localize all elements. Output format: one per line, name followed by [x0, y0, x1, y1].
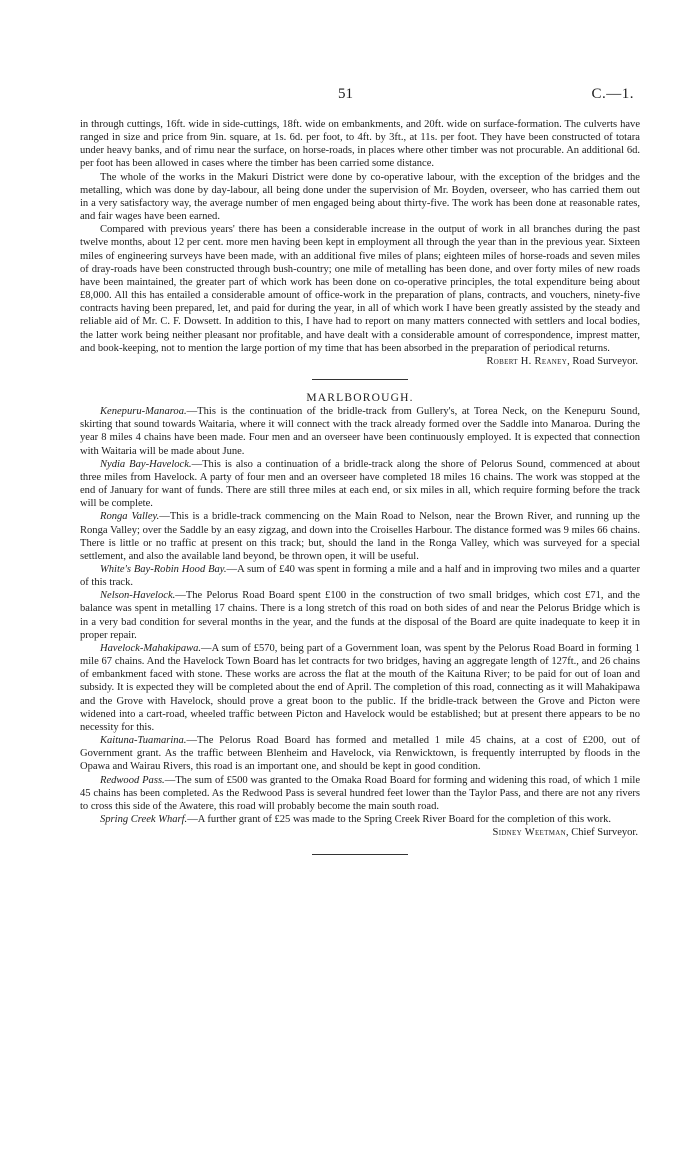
entry-spring-creek-wharf — [80, 813, 640, 826]
entry-nydia-bay-havelock — [80, 458, 640, 511]
entry-whites-bay-robin-hood-bay — [80, 563, 640, 589]
entry-heading: Redwood Pass. — [100, 774, 165, 786]
entry-text: —A sum of £570, being part of a Government loan, was spent by the Pelorus Road Board in forming 1 mile 67 chains. And the Havelock Town Board has let contracts for two bridges, having an aggregate length of 127ft., and 26 chains of embankment faced with stone. These works are across the flat at the mouth of the Kaituna River; to be paid for out of loan and subsidy. It is expected they will be completed about the end of April. The completion of this road, connecting as it will Mahakipawa and the Grove with Havelock, should prove a great boon to the public. If the bridle-track between the Grove and Picton were widened into a cart-road, wheeled traffic between Picton and Havelock would be established; but at present there appears to be no necessity for this. — [80, 642, 640, 733]
entry-heading: White's Bay-Robin Hood Bay. — [100, 564, 227, 575]
page-body — [80, 118, 640, 855]
document-code: C.—1. — [591, 86, 634, 102]
entry-text: —This is also a continuation of a bridle-track along the shore of Pelorus Sound, commenced at about three miles from Havelock. A party of four men and an overseer have completed 18 miles 16 chains. The work was stopped at the end of January for want of funds. There are still three miles at each end, or six miles in all, which require forming before the track will be complete. — [80, 458, 640, 510]
paragraph-continuation: in through cuttings, 16ft. wide in side-cuttings, 18ft. wide on embankments, and 20ft. wide on surface-formation. The culverts have ranged in size and price from 9in. square, at 1s. 6d. per foot, to 4ft. by 3ft., at 11s. per foot. They have been constructed of totara under heavy banks, and of rimu near the surface, on horse-roads, in places where other timber was not procurable. An additional 6d. per foot has been allowed in cases where the timber has been carried some distance. — [80, 119, 640, 170]
signatory-name: Robert H. Reaney — [486, 355, 568, 367]
entry-heading: Nelson-Havelock. — [100, 590, 176, 602]
entry-heading: Havelock-Mahakipawa. — [100, 642, 202, 654]
entry-heading: Nydia Bay-Havelock. — [100, 458, 192, 470]
entry-heading: Spring Creek Wharf. — [100, 813, 188, 825]
entry-heading: Kaituna-Tuamarina. — [100, 735, 187, 747]
entry-text: —This is the continuation of the bridle-track from Gullery's, at Torea Neck, on the Kenepuru Sound, skirting that sound towards Waitaria, where it will connect with the track already formed over the Saddle into Manaroa. During the year 8 miles 4 chains have been made. Four men and an overseer have been continuously employed. It is expected that connection with Waitaria will be made about June. — [80, 406, 640, 457]
page-number: 51 — [338, 86, 353, 102]
entry-text: —The Pelorus Road Board spent £100 in the construction of two small bridges, which cost £71, and the balance was spent in metalling 17 chains. There is a long stretch of this road on both sides of and near the Pelorus Bridge which is in a very bad condition for several months in the year, and the funds at the disposal of the Board are quite inadequate to keep it in proper repair. — [80, 590, 640, 641]
entry-text: —A further grant of £25 was made to the Spring Creek River Board for the completion of this work. — [187, 813, 612, 825]
entry-heading: Kenepuru-Manaroa. — [100, 406, 187, 418]
paragraph-yearly-comparison: Compared with previous years' there has been a considerable increase in the output of work in all branches during the past twelve months, about 12 per cent. more men having been kept in employment all through the year than in the previous year. Sixteen miles of engineering surveys have been made, with an additional five miles of plans; eighteen miles of horse-roads and seven miles of dray-roads have been constructed through bush-country; one mile of metalling has been done, and over forty miles of new roads have been maintained, the greater part of which work has been done on co-operative principles, the total expenditure being about £8,000. All this has entailed a considerable amount of office-work in the preparation of plans, contracts, and vouchers, ninety-five contracts having been prepared, let, and paid for during the year, in all of which work I have been greatly assisted by the steady and reliable aid of Mr. C. F. Dowsett. In addition to this, I have had to report on many matters connected with settlers and local bodies, the latter work being neither pleasant nor profitable, and have dealt with a considerable amount of correspondence, imprest matter, and book-keeping, not to mention the large portion of my time that has been absorbed in the preparation of periodical returns. — [80, 224, 640, 354]
section-title: MARLBOROUGH. — [306, 391, 414, 404]
entry-text: —The Pelorus Road Board has formed and metalled 1 mile 45 chains, at a cost of £200, out of Government grant. As the traffic between Blenheim and Havelock, via Renwicktown, is frequently interrupted by floods in the Opawa and Wairau Rivers, this road is an important one, and should be kept in good condition. — [80, 735, 640, 773]
signatory-name: Sidney Weetman — [492, 827, 566, 839]
entry-kaituna-tuamarina — [80, 734, 640, 773]
signatory-title: , Chief Surveyor. — [565, 827, 638, 839]
entry-nelson-havelock — [80, 589, 640, 642]
entry-text: —This is a bridle-track commencing on the Main Road to Nelson, near the Brown River, and running up the Ronga Valley; over the Saddle by an easy zigzag, and down into the Croiselles Harbour. The distance formed was 9 miles 66 chains. There is little or no traffic at present on this track; but, should the land in the Ronga Valley, which was surveyed for a special settlement, and also the available land beyond, be thrown open, it will be useful. — [80, 511, 640, 562]
end-divider — [312, 854, 408, 855]
entry-ronga-valley — [80, 510, 640, 563]
entry-text: —The sum of £500 was granted to the Omaka Road Board for forming and widening this road, of which 1 mile 45 chains has been completed. As the Redwood Pass is several hundred feet lower than the Taylor Pass, and there are not any rivers to cross this side of the Awatere, this road will probably become the main south road. — [80, 774, 641, 812]
signature-road-surveyor — [80, 355, 640, 368]
entry-redwood-pass — [80, 774, 640, 813]
entry-kenepuru-manaroa — [80, 405, 640, 458]
entry-text: —A sum of £40 was spent in forming a mile and a half and in improving two miles and a quarter of this track. — [80, 564, 640, 589]
signature-chief-surveyor — [80, 826, 640, 839]
section-divider — [312, 379, 408, 380]
page-header — [0, 86, 700, 104]
entry-heading: Ronga Valley. — [100, 511, 160, 523]
paragraph-makuri-district: The whole of the works in the Makuri District were done by co-operative labour, with the exception of the bridges and the metalling, which was done by day-labour, all being done under the supervision of Mr. Boyden, overseer, who has carried them out in a very satisfactory way, the average number of men engaged being about thirty-five. The work has been done at reasonable rates, and fair wages have been earned. — [80, 171, 640, 223]
entry-havelock-mahakipawa — [80, 642, 640, 734]
signatory-title: , Road Surveyor. — [567, 355, 638, 367]
